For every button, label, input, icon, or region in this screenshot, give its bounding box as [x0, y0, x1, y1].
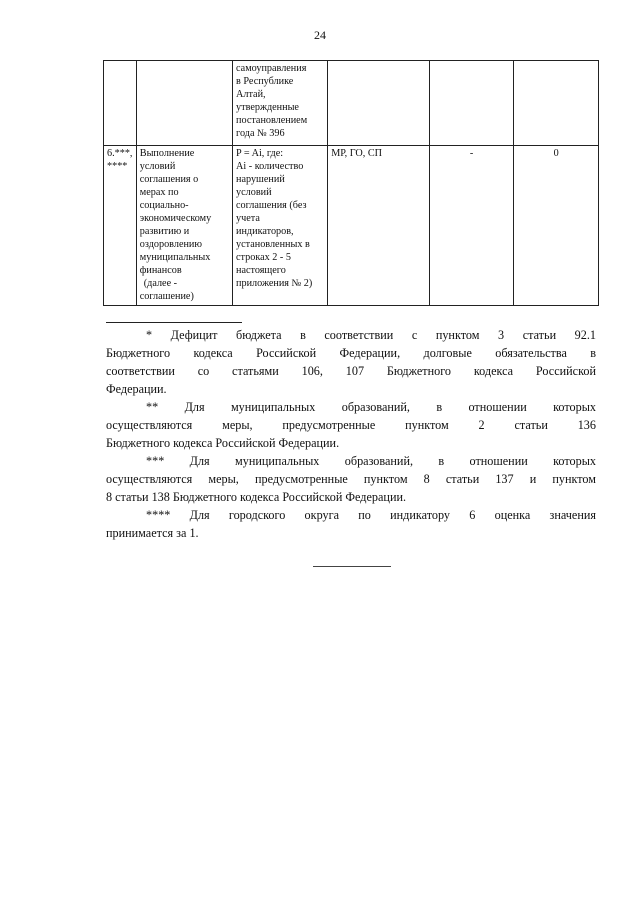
indicators-table [103, 60, 599, 306]
end-divider [313, 566, 391, 567]
cell-applies-to: МР, ГО, СП [328, 146, 430, 306]
cell-formula: P = Ai, где: Ai - количество нарушений условий соглашения (без учета индикаторов, установленных в строках 2 - 5 настоящего приложения № 2) [233, 146, 328, 306]
footnote-4: **** Для городского округа по индикатору 6 оценка значения принимается за 1. [106, 508, 596, 540]
cell-formula-continued: самоуправления в Республике Алтай, утвержденные постановлением года № 396 [233, 61, 328, 146]
footnote-1: * Дефицит бюджета в соответствии с пунктом 3 статьи 92.1 Бюджетного кодекса Российской Федерации, долговые обязательства в соответствии со статьями 106, 107 Бюджетного кодекса Российской Федерации. [106, 328, 596, 396]
footnote-divider [106, 322, 242, 323]
cell-empty [136, 61, 232, 146]
table-row-6 [104, 146, 599, 306]
cell-row-number: 6.***, **** [104, 146, 137, 306]
footnotes [106, 326, 596, 542]
table-row-continued [104, 61, 599, 146]
cell-empty [514, 61, 599, 146]
cell-empty [328, 61, 430, 146]
cell-indicator-name: Выполнение условий соглашения о мерах по социально- экономическому развитию и оздоровлению муниципальных финансов (далее - соглашение) [136, 146, 232, 306]
cell-value-6: 0 [514, 146, 599, 306]
page-number: 24 [314, 28, 326, 42]
cell-empty [429, 61, 514, 146]
footnote-3: *** Для муниципальных образований, в отношении которых осуществляются меры, предусмотренные пунктом 8 статьи 137 и пунктом 8 статьи 138 Бюджетного кодекса Российской Федерации. [106, 454, 596, 504]
footnote-2: ** Для муниципальных образований, в отношении которых осуществляются меры, предусмотренные пунктом 2 статьи 136 Бюджетного кодекса Российской Федерации. [106, 400, 596, 450]
cell-value-5: - [429, 146, 514, 306]
cell-empty [104, 61, 137, 146]
